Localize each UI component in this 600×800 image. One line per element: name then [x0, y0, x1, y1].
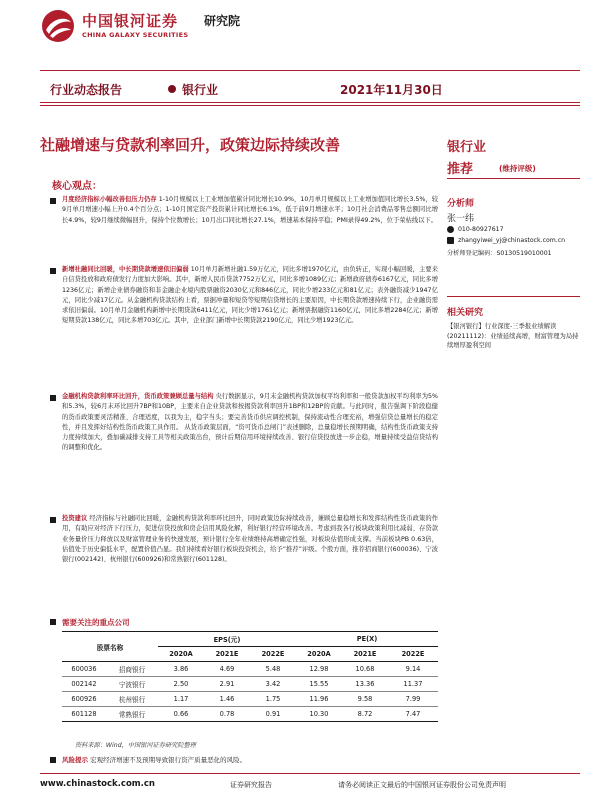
paragraph-body: 1-10月规模以上工业增加值累计同比增长10.9%，10月单月规模以上工业增加值同比增长3.5%，较9月单月增速小幅上升0.4个百分点；1-10月国定资产投资累计同比增长6.1%，低于前9月增速水平；10月社会消费品零售总额同比增长4.9%，较9月继续微幅回升，保持个位数增长；10月出口同比增长27.1%，增速基本保持平稳；PMI录得49.2%，位于荣枯线以下。	[62, 196, 438, 224]
brand-logo	[40, 8, 272, 42]
pe-value: 10.30	[296, 707, 342, 722]
table-header-row	[62, 632, 438, 647]
footer-disclaimer: 请务必阅读正文最后的中国银河证券股份公司免责声明	[338, 781, 506, 789]
analyst-email	[447, 237, 565, 244]
analyst-name: 张一纬	[447, 214, 475, 224]
analyst-phone	[447, 226, 504, 233]
sidebar-rating-note: (维持评级)	[499, 164, 536, 173]
bullet-square-icon	[50, 517, 56, 523]
table-title: 需要关注的重点公司	[62, 618, 130, 627]
paragraph-loan-rate	[62, 392, 438, 454]
paragraph-body: 10月单月新增社融1.59万亿元，同比多增1970亿元，由负转正，实现小幅回暖，主要来自信贷投放和政府债发行力度加大影响。其中，新增人民币贷款7752万亿元，同比多增1089亿元；新增政府债券6167亿元，同比多增1236亿元；新增企业债券融资和非金融企业境内股票融资2030亿元和846亿元，同比少增233亿元和81亿元；表外融资减少1947亿元，同比少减17亿元。从金融机构贷款结构上看，票据冲量和短贷等短期信贷增长的主要原因，中长期贷款增速持续下行，企业融资需求依旧偏弱。10月单月金融机构新增中长期贷款6411亿元，同比少增1761亿元；新增票据融资1160亿元，同比多增2284亿元；新增短期贷款138亿元，同比多增703亿元。其中，企业部门新增中长期贷款2190亿元，同比少增1923亿元。	[62, 266, 438, 325]
stock-name: 宁波银行	[106, 677, 158, 692]
related-research-heading: 相关研究	[447, 308, 484, 318]
column-header-name: 股票名称	[62, 632, 158, 662]
eps-value: 2.91	[204, 677, 250, 692]
analyst-heading: 分析师	[447, 199, 475, 209]
pe-value: 15.55	[296, 677, 342, 692]
table-source: 资料来源：Wind，中国银河证券研究院整理	[75, 742, 196, 749]
related-research-link[interactable]: 【银河银行】行业深度-三季报业绩解读(20211112)：业绩延续高增，财富管理为局持续增厚盈利空间	[447, 323, 579, 350]
pe-value: 9.14	[405, 665, 421, 673]
sidebar-divider	[447, 178, 580, 179]
analyst-cert-text: 分析师登记编码：S0130519010001	[447, 250, 552, 257]
stock-code: 601128	[62, 707, 106, 722]
paragraph-lead: 投资建议	[62, 515, 88, 522]
stock-code: 600036	[71, 665, 97, 673]
analyst-cert	[447, 248, 552, 257]
footer-report-type: 证券研究报告	[230, 781, 272, 789]
pe-value: 11.37	[388, 677, 438, 692]
paragraph-investment-advice	[62, 514, 438, 565]
eps-value: 1.46	[204, 692, 250, 707]
eps-value: 1.75	[250, 692, 296, 707]
eps-value: 2.50	[158, 677, 204, 692]
year-header: 2020A	[296, 647, 342, 662]
report-date: 2021年11月30日	[340, 83, 443, 97]
stock-code: 002142	[62, 677, 106, 692]
footer-divider	[40, 773, 580, 774]
galaxy-logo-icon	[40, 8, 76, 44]
pe-value: 9.58	[342, 692, 388, 707]
pe-value: 8.72	[342, 707, 388, 722]
bullet-square-icon	[50, 619, 56, 625]
year-header: 2021E	[342, 647, 388, 662]
eps-value: 5.48	[265, 665, 281, 673]
bullet-square-icon	[50, 757, 56, 763]
year-header: 2022E	[250, 647, 296, 662]
risk-warning	[62, 755, 246, 764]
analyst-email-text: zhangyiwei_yj@chinastock.com.cn	[458, 237, 566, 244]
risk-lead: 风险提示	[62, 756, 88, 764]
analyst-phone-text: 010-80927617	[458, 226, 504, 233]
table-row	[62, 707, 438, 722]
phone-icon	[447, 226, 454, 233]
stock-code: 600926	[62, 692, 106, 707]
email-icon	[447, 237, 454, 244]
pe-value: 11.96	[296, 692, 342, 707]
paragraph-body: 央行数据显示，9月末金融机构贷款加权平均利率和一般贷款加权平均利率为5%和5.3%，较6月末环比回升7BP和10BP，主要来自企业贷款和按揭贷款利率回升1BP和12BP的贡献。与此同时，报告强调下阶段稳健的货币政策要灵活精准、合理适度，以我为主，稳字当头；要完善货币供应调控机制，保持流动性合理充裕，增强信贷总量增长的稳定性，并且发挥好结构性货币政策工具作用。 从货币政策层面，“资可货币总闸门”表述删除，总量稳增长预期明确，结构性货币政策支持力度持续加大，叠加碳减排支持工具等相关政策出台，预计后期信用环境持续改善、银行信贷投放进一步企稳，增量持续受益信贷结构的调整和优化。	[62, 393, 438, 452]
eps-value: 3.42	[250, 677, 296, 692]
paragraph-social-financing	[62, 265, 438, 327]
year-header: 2020A	[158, 647, 204, 662]
stock-name: 常熟银行	[106, 707, 158, 722]
table-row	[62, 662, 438, 677]
eps-value: 3.86	[173, 665, 189, 673]
pe-value: 10.68	[355, 665, 375, 673]
paragraph-lead: 月度经济指标小幅改善但压力仍存	[62, 196, 157, 203]
brand-institute: 研究院	[204, 14, 241, 28]
eps-value: 0.78	[204, 707, 250, 722]
paragraph-body: 经济指标与社融同比回暖，金融机构贷款利率环比回升，同时政策边际持续改善，兼顾总量稳增长和发挥结构性货币政策的作用，有助应对经济下行压力，促进信贷投放和房企信用风险化解，利好银行经营环境改善。考虑到我各行板块政策利用比减弱、存贷款业务量价压力释放以及财富管理业务的快速发展，预计银行全年业绩维持高增确定性强，对板块估值形成支撑。当前板块PB 0.63倍，估值处于历史偏低水平，配置价值凸显。我们持续看好银行板块投资机会，给予“推荐”评级。个股方面，推荐招商银行(600036)、宁波银行(002142)、杭州银行(600926)和常熟银行(601128)。	[62, 515, 438, 563]
column-header-pe: PE(X)	[296, 632, 438, 647]
bullet-square-icon	[50, 268, 56, 274]
bullet-square-icon	[50, 198, 56, 204]
paragraph-lead: 金融机构贷款利率环比回升，货币政策兼顾总量与结构	[62, 393, 214, 400]
pe-value: 7.99	[388, 692, 438, 707]
eps-value: 0.66	[158, 707, 204, 722]
table-row	[62, 692, 438, 707]
brand-name-en: CHINA GALAXY SECURITIES	[82, 31, 189, 39]
risk-text: 宏观经济增速不及预期导致银行资产质量恶化的风险。	[90, 756, 247, 764]
footer-url[interactable]: www.chinastock.com.cn	[40, 779, 155, 789]
year-header: 2021E	[204, 647, 250, 662]
sidebar-industry: 银行业	[447, 140, 487, 155]
report-industry: 银行业	[182, 83, 219, 97]
pe-value: 7.47	[388, 707, 438, 722]
year-header: 2022E	[388, 647, 438, 662]
paragraph-lead: 新增社融同比回暖，中长期贷款增速依旧偏弱	[62, 266, 189, 273]
sidebar-divider	[447, 296, 580, 297]
core-views-label: 核心观点：	[52, 181, 102, 192]
bullet-square-icon	[50, 395, 56, 401]
key-companies-table	[62, 631, 438, 722]
paragraph-economy	[62, 195, 438, 226]
sidebar-rating: 推荐	[447, 162, 474, 177]
pe-value: 12.98	[309, 665, 329, 673]
brand-name-cn: 中国银河证券	[82, 12, 179, 30]
eps-value: 0.91	[250, 707, 296, 722]
stock-name: 招商银行	[118, 666, 146, 674]
table-row	[62, 677, 438, 692]
bullet-dot-icon	[168, 85, 176, 93]
report-type: 行业动态报告	[50, 83, 123, 97]
stock-name: 杭州银行	[106, 692, 158, 707]
report-header-bar	[40, 70, 580, 106]
eps-value: 4.69	[219, 665, 235, 673]
column-header-eps: EPS(元)	[158, 632, 296, 647]
pe-value: 13.36	[342, 677, 388, 692]
eps-value: 1.17	[158, 692, 204, 707]
report-title: 社融增速与贷款利率回升，政策边际持续改善	[40, 136, 341, 154]
